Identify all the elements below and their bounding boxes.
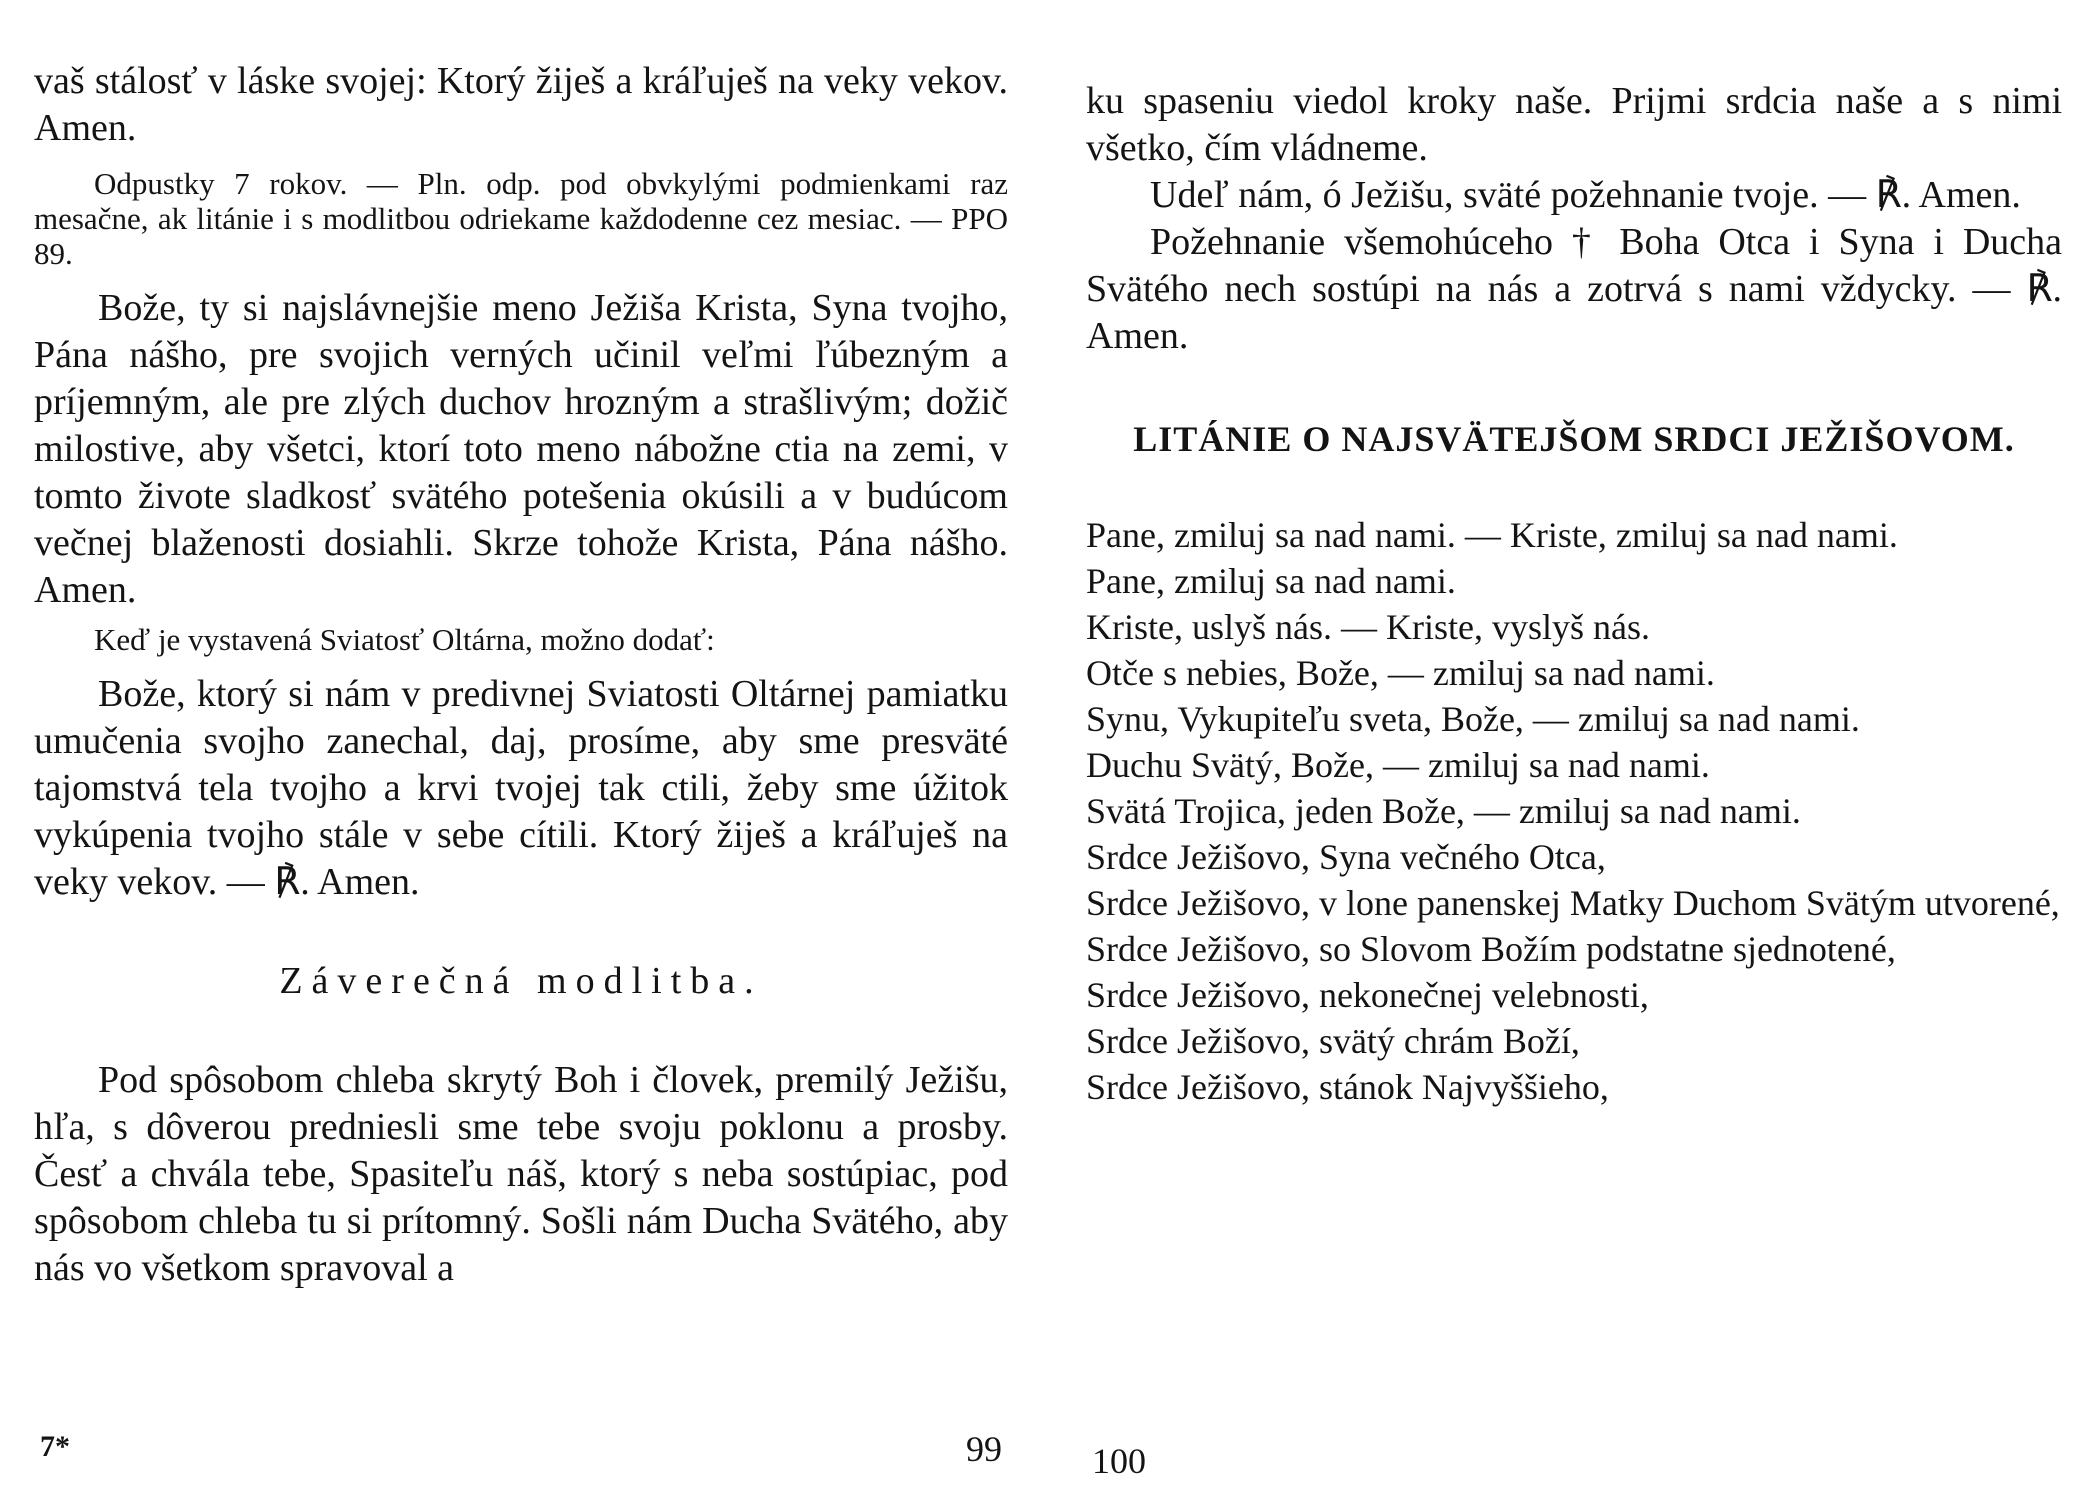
litany-line: Pane, zmiluj sa nad nami. — Kriste, zmiluj sa nad nami. (1086, 515, 1898, 555)
litany-line: Srdce Ježišovo, Syna večného Otca, (1086, 837, 1606, 877)
closing-prayer-text: Pod spôsobom chleba skrytý Boh i človek, premilý Ježišu, hľa, s dôverou predniesli sme tebe svoju poklonu a prosby. Česť a chvála tebe, Spasiteľu náš, ktorý s neba sostúpiac, pod spôsobom chleba tu si prítomný. Sošli nám Ducha Svätého, aby nás vo všetkom spravoval a (34, 1059, 1008, 1289)
litany-heading: LITÁNIE O NAJSVÄTEJŠOM SRDCI JEŽIŠOVOM. (1133, 419, 2015, 459)
sacrament-note: Keď je vystavená Sviatosť Oltárna, možno dodať: (94, 622, 715, 657)
litany-line: Srdce Ježišovo, stánok Najvyššieho, (1086, 1067, 1609, 1107)
prayer-holy-name: Bože, ty si najslávnejšie meno Ježiša Krista, Syna tvojho, Pána nášho, pre svojich verných učinil veľmi ľúbezným a príjemným, ale pre zlých duchov hrozným a strašlivým; dožič milostive, aby všetci, ktorí toto meno nábožne ctia na zemi, v tomto živote sladkosť svätého potešenia okúsili a v budúcom večnej blaženosti dosiahli. Skrze tohože Krista, Pána nášho. Amen. (34, 287, 1008, 611)
printer-signature: 7* (40, 1430, 70, 1463)
litany-line: Srdce Ježišovo, nekonečnej velebnosti, (1086, 975, 1649, 1015)
litany-line: Synu, Vykupiteľu sveta, Bože, — zmiluj sa nad nami. (1086, 699, 1860, 739)
closing-prayer-heading: Záverečná modlitba. (279, 960, 763, 1002)
blessing-request: Udeľ nám, ó Ježišu, sväté požehnanie tvoje. — ℟. Amen. (1150, 174, 2021, 216)
right-page-text (1086, 78, 2062, 1110)
litany-line: Svätá Trojica, jeden Bože, — zmiluj sa nad nami. (1086, 791, 1801, 831)
page-number-left: 99 (966, 1429, 1002, 1469)
litany-line: Srdce Ježišovo, so Slovom Božím podstatne sjednotené, (1086, 929, 1896, 969)
litany-line: Otče s nebies, Bože, — zmiluj sa nad nami. (1086, 653, 1715, 693)
litany-line: Pane, zmiluj sa nad nami. (1086, 561, 1456, 601)
litany-list (1086, 512, 2062, 1110)
blessing-text: Požehnanie všemohúceho † Boha Otca i Syna i Ducha Svätého nech sostúpi na nás a zotrvá s nami vždycky. — ℟. Amen. (1086, 221, 2062, 357)
litany-line: Kriste, uslyš nás. — Kriste, vyslyš nás. (1086, 607, 1650, 647)
litany-line: Duchu Svätý, Bože, — zmiluj sa nad nami. (1086, 745, 1710, 785)
page-number-right: 100 (1092, 1441, 1146, 1481)
litany-line: Srdce Ježišovo, svätý chrám Boží, (1086, 1021, 1580, 1061)
litany-line: Srdce Ježišovo, v lone panenskej Matky Duchom Svätým utvorené, (1086, 883, 2060, 923)
right-paragraph-1: ku spaseniu viedol kroky naše. Prijmi srdcia naše a s nimi všetko, čím vládneme. (1086, 80, 2062, 169)
left-page-text (34, 58, 1008, 1292)
right-page (1042, 0, 2084, 1500)
left-paragraph-1: vaš stálosť v láske svojej: Ktorý žiješ a kráľuješ na veky vekov. Amen. (34, 60, 1008, 149)
indulgence-note: Odpustky 7 rokov. — Pln. odp. pod obvkylými podmienkami raz mesačne, ak litánie i s modlitbou odriekame každodenne cez mesiac. — PPO 89. (34, 166, 1008, 271)
prayer-sacrament: Bože, ktorý si nám v predivnej Sviatosti Oltárnej pamiatku umučenia svojho zanechal, daj, prosíme, aby sme presväté tajomstvá tela tvojho a krvi tvojej tak ctili, žeby sme úžitok vykúpenia tvojho stále v sebe cítili. Ktorý žiješ a kráľuješ na veky vekov. — ℟. Amen. (34, 673, 1008, 903)
